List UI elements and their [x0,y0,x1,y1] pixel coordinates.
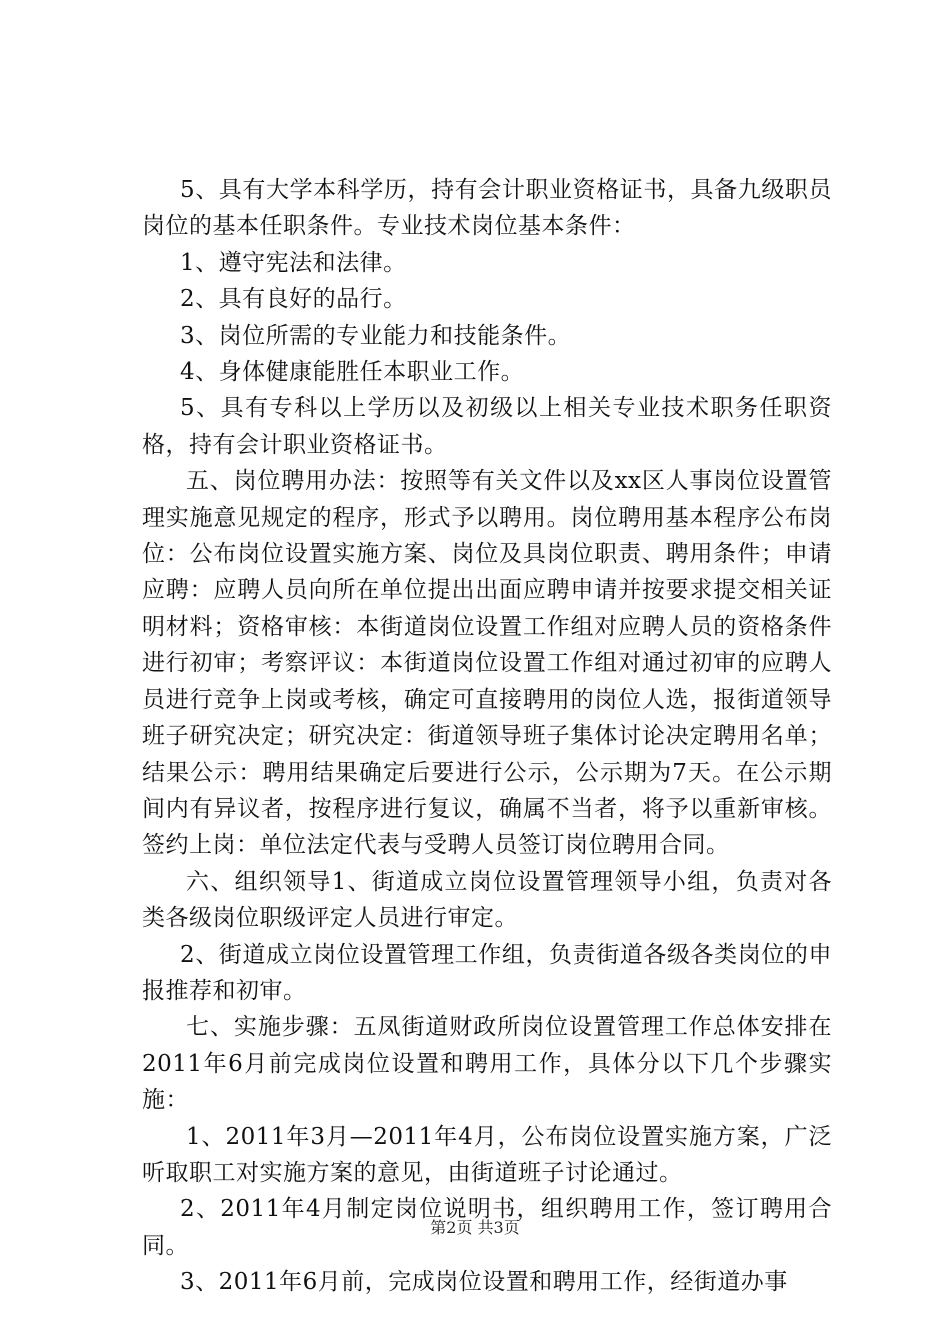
paragraph-3: 2、具有良好的品行。 [180,286,407,313]
paragraph-1: 5、具有大学本科学历，持有会计职业资格证书，具备九级职员岗位的基本任职条件。专业技术岗位基本条件： [142,177,832,240]
paragraph-13: 3、2011年6月前，完成岗位设置和聘用工作，经街道办事 [180,1269,788,1296]
paragraph-2: 1、遵守宪法和法律。 [180,249,407,276]
paragraph-8: 六、组织领导1、街道成立岗位设置管理领导小组，负责对各类各级岗位职级评定人员进行审定。 [142,868,832,932]
paragraph-7: 五、岗位聘用办法：按照等有关文件以及xx区人事岗位设置管理实施意见规定的程序，形式予以聘用。岗位聘用基本程序公布岗位：公布岗位设置实施方案、岗位及具岗位职责、聘用条件；申请应聘：应聘人员向所在单位提出出面应聘申请并按要求提交相关证明材料；资格审核：本街道岗位设置工作组对应聘人员的资格条件进行初审；考察评议：本街道岗位设置工作组对通过初审的应聘人员进行竞争上岗或考核，确定可直接聘用的岗位人选，报街道领导班子研究决定；研究决定：街道领导班子集体讨论决定聘用名单；结果公示：聘用结果确定后要进行公示，公示期为7天。在公示期间内有异议者，按程序进行复议，确属不当者，将予以重新审核。签约上岗：单位法定代表与受聘人员签订岗位聘用合同。 [142,468,832,859]
paragraph-12: 2、2011年4月制定岗位说明书，组织聘用工作，签订聘用合同。 [142,1196,832,1259]
paragraph-10: 七、实施步骤：五凤街道财政所岗位设置管理工作总体安排在2011年6月前完成岗位设置和聘用工作，具体分以下几个步骤实施： [142,1014,832,1114]
document-body [142,172,832,1301]
paragraph-11: 1、2011年3月—2011年4月，公布岗位设置实施方案，广泛听取职工对实施方案的意见，由街道班子讨论通过。 [142,1123,832,1186]
paragraph-6: 5、具有专科以上学历以及初级以上相关专业技术职务任职资格，持有会计职业资格证书。 [142,395,832,458]
page-footer: 第2页 共3页 [430,1218,520,1237]
paragraph-5: 4、身体健康能胜任本职业工作。 [180,359,525,386]
paragraph-9: 2、街道成立岗位设置管理工作组，负责街道各级各类岗位的申报推荐和初审。 [142,941,832,1004]
paragraph-4: 3、岗位所需的专业能力和技能条件。 [180,322,572,349]
